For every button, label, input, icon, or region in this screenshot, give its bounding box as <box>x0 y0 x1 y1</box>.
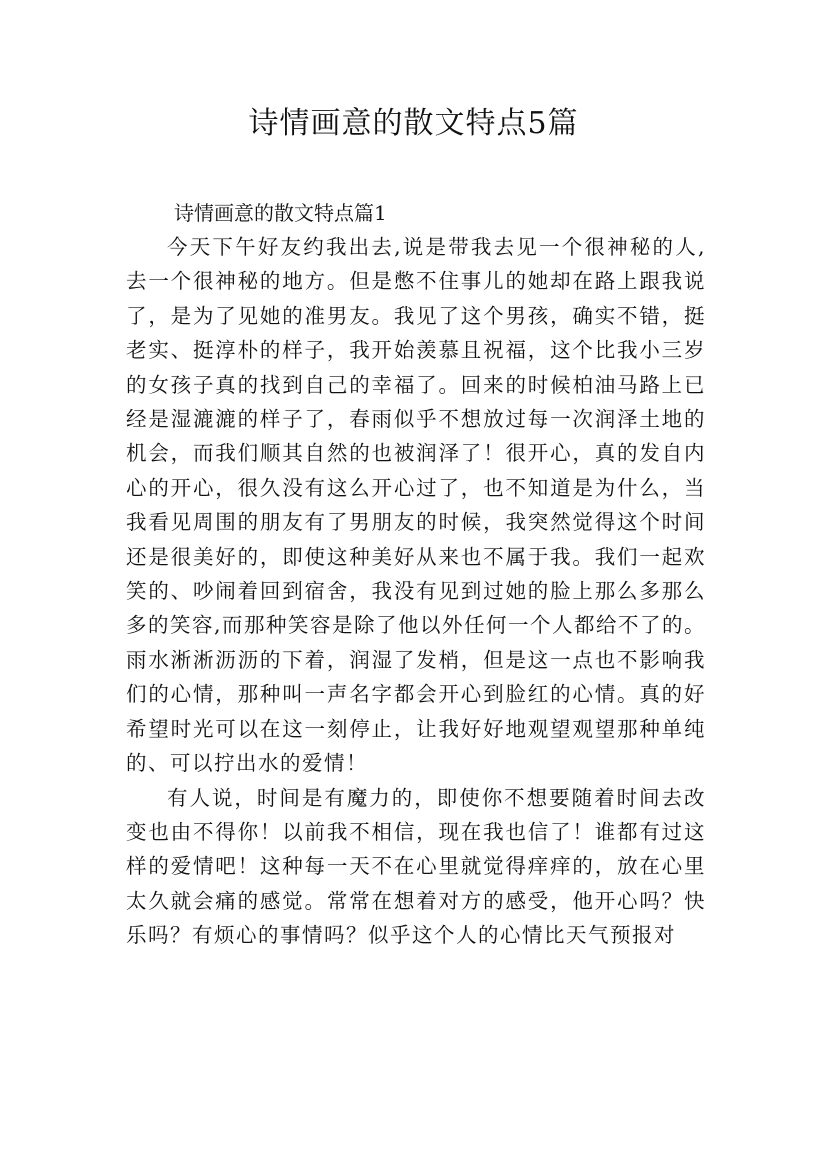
document-body <box>126 196 706 953</box>
paragraph-1: 今天下午好友约我出去,说是带我去见一个很神秘的人,去一个很神秘的地方。但是憋不住事儿的她却在路上跟我说了，是为了见她的准男友。我见了这个男孩，确实不错，挺老实、挺淳朴的样子，我开始羡慕且祝福，这个比我小三岁的女孩子真的找到自己的幸福了。回来的时候柏油马路上已经是湿漉漉的样子了，春雨似乎不想放过每一次润泽土地的机会，而我们顺其自然的也被润泽了！很开心，真的发自内心的开心，很久没有这么开心过了，也不知道是为什么，当我看见周围的朋友有了男朋友的时候，我突然觉得这个时间还是很美好的，即使这种美好从来也不属于我。我们一起欢笑的、吵闹着回到宿舍，我没有见到过她的脸上那么多那么多的笑容,而那种笑容是除了他以外任何一个人都给不了的。雨水淅淅沥沥的下着，润湿了发梢，但是这一点也不影响我们的心情，那种叫一声名字都会开心到脸红的心情。真的好希望时光可以在这一刻停止，让我好好地观望观望那种单纯的、可以拧出水的爱情！ <box>126 235 707 776</box>
paragraph-2: 有人说，时间是有魔力的，即使你不想要随着时间去改变也由不得你！以前我不相信，现在我也信了！谁都有过这样的爱情吧！这种每一天不在心里就觉得痒痒的，放在心里太久就会痛的感觉。常常在想着对方的感受，他开心吗？快乐吗？有烦心的事情吗？似乎这个人的心情比天气预报对 <box>126 785 706 948</box>
document-title: 诗情画意的散文特点5篇 <box>248 106 579 141</box>
section-heading: 诗情画意的散文特点篇1 <box>174 201 387 225</box>
